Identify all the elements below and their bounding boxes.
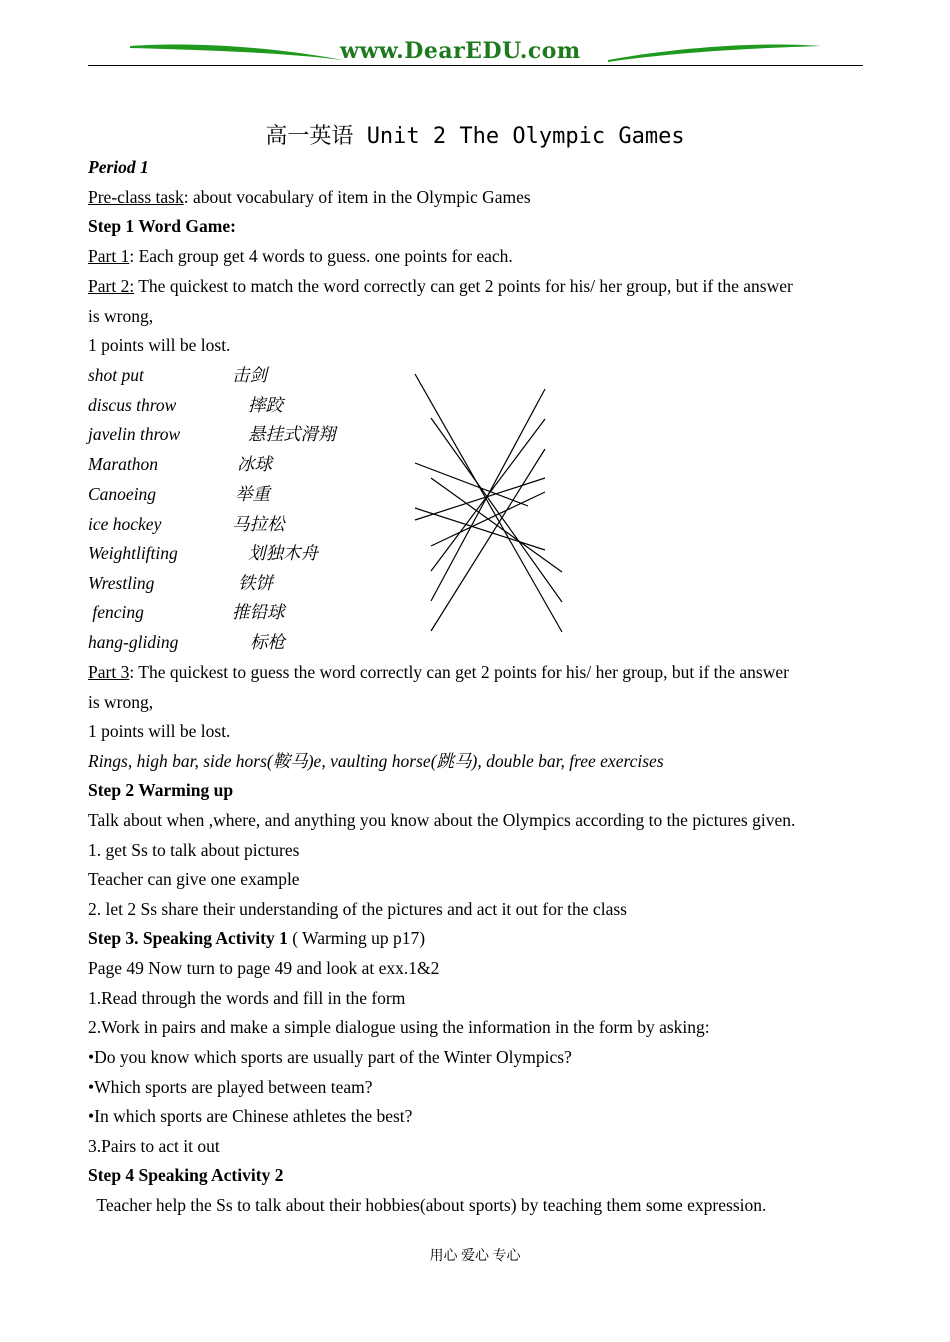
part1-line: [88, 246, 513, 266]
pair-en-10: hang-gliding: [88, 632, 179, 652]
header-swoosh-right: [606, 40, 826, 66]
match-line-3: [431, 418, 562, 602]
match-line-5: [415, 463, 528, 506]
preclass-text: : about vocabulary of item in the Olympic Games: [183, 187, 531, 207]
step1-heading: Step 1 Word Game:: [88, 216, 236, 236]
pair-en-4: Marathon: [88, 454, 158, 474]
match-line-1: [415, 374, 562, 632]
part2-text: The quickest to match the word correctly can get 2 points for his/ her group, but if the answer: [134, 276, 793, 296]
step3-heading-note: ( Warming up p17): [287, 928, 426, 948]
part1-label: Part 1: [88, 246, 130, 266]
step3-line-2: 1.Read through the words and fill in the form: [88, 988, 406, 1008]
pair-cn-1: 击剑: [232, 365, 267, 385]
step3-line-4: 3.Pairs to act it out: [88, 1136, 220, 1156]
site-logo-text: www.DearEDU.com: [340, 38, 581, 64]
step3-bullet-3: •In which sports are Chinese athletes the best?: [88, 1106, 413, 1126]
period-heading: Period 1: [88, 157, 149, 177]
pair-cn-5: 举重: [235, 484, 270, 504]
pair-en-6: ice hockey: [88, 514, 162, 534]
step3-line-3: 2.Work in pairs and make a simple dialogue using the information in the form by asking:: [88, 1017, 710, 1037]
pair-en-7: Weightlifting: [88, 543, 178, 563]
match-line-9: [431, 449, 545, 631]
part2-label: Part 2:: [88, 276, 135, 296]
preclass-label: Pre-class task: [88, 187, 184, 207]
pair-en-9: fencing: [88, 602, 144, 622]
step4-heading: Step 4 Speaking Activity 2: [88, 1165, 284, 1185]
step2-line-4: 2. let 2 Ss share their understanding of the pictures and act it out for the class: [88, 899, 627, 919]
step2-line-1: Talk about when ,where, and anything you know about the Olympics according to the pictures given.: [88, 810, 796, 830]
step3-heading-line: [88, 928, 425, 948]
pair-cn-8: 铁饼: [238, 573, 273, 593]
pair-cn-6: 马拉松: [232, 514, 285, 534]
step2-line-2: 1. get Ss to talk about pictures: [88, 840, 300, 860]
step3-heading: Step 3. Speaking Activity 1: [88, 928, 288, 948]
title-chinese: 高一英语: [265, 124, 354, 149]
pair-en-3: javelin throw: [88, 424, 181, 444]
step2-heading: Step 2 Warming up: [88, 780, 234, 800]
pair-cn-4: 冰球: [237, 454, 272, 474]
part3-cont: is wrong,: [88, 692, 154, 712]
pair-cn-2: 摔跤: [248, 395, 283, 415]
pair-cn-7: 划独木舟: [248, 543, 318, 563]
pair-cn-3: 悬挂式滑翔: [248, 424, 336, 444]
part3-text: : The quickest to guess the word correctly can get 2 points for his/ her group, but if the answer: [129, 662, 789, 682]
part3-label: Part 3: [88, 662, 130, 682]
step3-bullet-2: •Which sports are played between team?: [88, 1077, 373, 1097]
pair-en-2: discus throw: [88, 395, 177, 415]
matching-lines-diagram: [400, 365, 580, 645]
pair-en-5: Canoeing: [88, 484, 157, 504]
match-line-10: [431, 478, 562, 572]
header-swoosh-left: [128, 40, 348, 66]
step4-line: Teacher help the Ss to talk about their hobbies(about sports) by teaching them some expression.: [88, 1195, 767, 1215]
pair-en-1: shot put: [88, 365, 144, 385]
part2-lost: 1 points will be lost.: [88, 335, 231, 355]
pair-cn-9: 推铅球: [232, 602, 285, 622]
gymnastics-items: Rings, high bar, side hors(鞍马)e, vaulting horse(跳马), double bar, free exercises: [88, 751, 664, 771]
part3-lost: 1 points will be lost.: [88, 721, 231, 741]
step3-bullet-1: •Do you know which sports are usually part of the Winter Olympics?: [88, 1047, 572, 1067]
part2-cont: is wrong,: [88, 306, 154, 326]
pair-en-8: Wrestling: [88, 573, 155, 593]
step2-line-3: Teacher can give one example: [88, 869, 300, 889]
title-english: Unit 2 The Olympic Games: [366, 124, 685, 149]
part3-line: [88, 662, 789, 682]
step3-line-1: Page 49 Now turn to page 49 and look at exx.1&2: [88, 958, 440, 978]
pair-cn-10: 标枪: [250, 632, 285, 652]
preclass-line: [88, 187, 531, 207]
page-footer: 用心 爱心 专心: [429, 1249, 521, 1264]
page-title: [0, 124, 950, 150]
part2-line: [88, 276, 793, 296]
part1-text: : Each group get 4 words to guess. one points for each.: [129, 246, 513, 266]
header-rule: [88, 65, 863, 66]
